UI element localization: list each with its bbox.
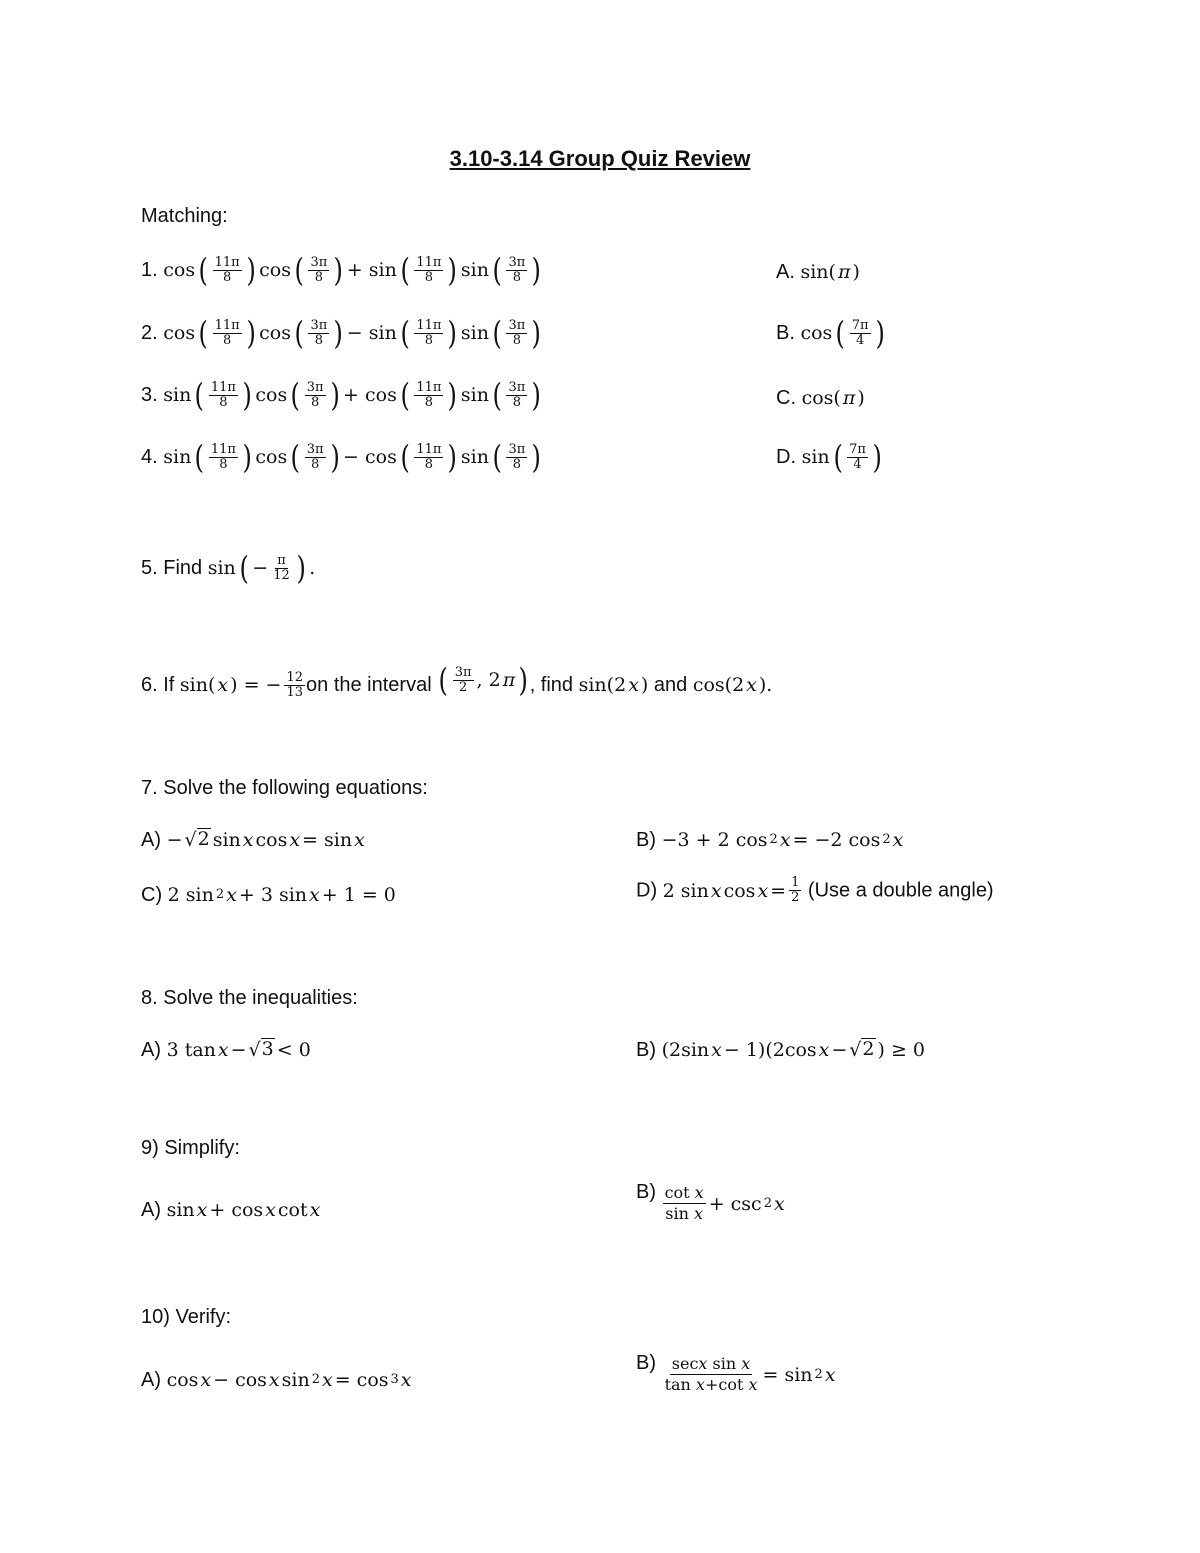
question-6-middle: on the interval xyxy=(306,674,432,696)
page-title: 3.10-3.14 Group Quiz Review xyxy=(449,146,751,171)
matching-option-b: B. cos ( $\frac{7\pi}{4}$ ) xyxy=(776,314,885,352)
question-6-and: and xyxy=(653,674,688,696)
question-9b: B) $\frac{\text{cot x}}{\text{sin x}}$ + csc 2 x xyxy=(636,1181,785,1223)
question-10b: B) $\frac{\text{secx sin x}}{\text{tan x+cot x}}$ = sin 2 x xyxy=(636,1352,836,1394)
matching-item-1: 1. cos ( $\frac{11\pi}{8}$ ) cos ( $\frac{3\pi}{8}$ ) + sin ( $\frac{11\pi}{8}$ ) sin ( $\frac{3\pi}{8}$ ) xyxy=(141,251,542,289)
question-10-heading: 10) Verify: xyxy=(141,1306,232,1328)
question-7d: D) 2 sin x cos x = $\frac{1}{2}$ (Use a double angle) xyxy=(636,875,994,905)
question-8b: B) (2sin x − 1)(2cos x − √ 2 ) ≥ 0 xyxy=(636,1038,925,1061)
question-7c: C) 2 sin 2 x + 3 sin x + 1 = 0 xyxy=(141,884,396,906)
question-7d-note: (Use a double angle) xyxy=(807,879,994,902)
question-9a: A) sin x + cos x cot x xyxy=(141,1199,321,1221)
question-8-heading: 8. Solve the inequalities: xyxy=(141,987,358,1009)
question-5: 5. Find sin ( − $\frac{\pi}{12}$ ) . xyxy=(141,549,316,587)
question-7a: A) − √ 2 sin x cos x = sin x xyxy=(141,828,365,851)
question-5-prefix: 5. Find xyxy=(141,557,203,579)
question-6-prefix: 6. If xyxy=(141,674,175,696)
matching-option-c: C. cos( π ) xyxy=(776,387,865,409)
question-6-suffix: , find xyxy=(529,674,574,696)
question-8a: A) 3 tan x − √ 3 < 0 xyxy=(141,1038,311,1061)
matching-item-3: 3. sin ( $\frac{11\pi}{8}$ ) cos ( $\frac{3\pi}{8}$ ) + cos ( $\frac{11\pi}{8}$ ) sin ( $\frac{3\pi}{8}$ ) xyxy=(141,376,542,414)
question-6: 6. If sin( x ) = − $\frac{12}{13}$ on the interval ( $\frac{3\pi}{2}$ , 2 π ) , find sin(2 x ) and cos(2 x ). xyxy=(141,661,773,700)
matching-option-d: D. sin ( $\frac{7\pi}{4}$ ) xyxy=(776,438,882,476)
question-10a: A) cos x − cos x sin 2 x = cos 3 x xyxy=(141,1369,412,1391)
question-7b: B) −3 + 2 cos 2 x = −2 cos 2 x xyxy=(636,829,904,851)
matching-item-4: 4. sin ( $\frac{11\pi}{8}$ ) cos ( $\frac{3\pi}{8}$ ) − cos ( $\frac{11\pi}{8}$ ) sin ( $\frac{3\pi}{8}$ ) xyxy=(141,438,542,476)
question-7-heading: 7. Solve the following equations: xyxy=(141,777,428,799)
matching-option-a: A. sin( π ) xyxy=(776,261,860,283)
matching-heading: Matching: xyxy=(141,205,228,227)
matching-item-2: 2. cos ( $\frac{11\pi}{8}$ ) cos ( $\frac{3\pi}{8}$ ) − sin ( $\frac{11\pi}{8}$ ) sin ( $\frac{3\pi}{8}$ ) xyxy=(141,314,542,352)
question-9-heading: 9) Simplify: xyxy=(141,1137,240,1159)
